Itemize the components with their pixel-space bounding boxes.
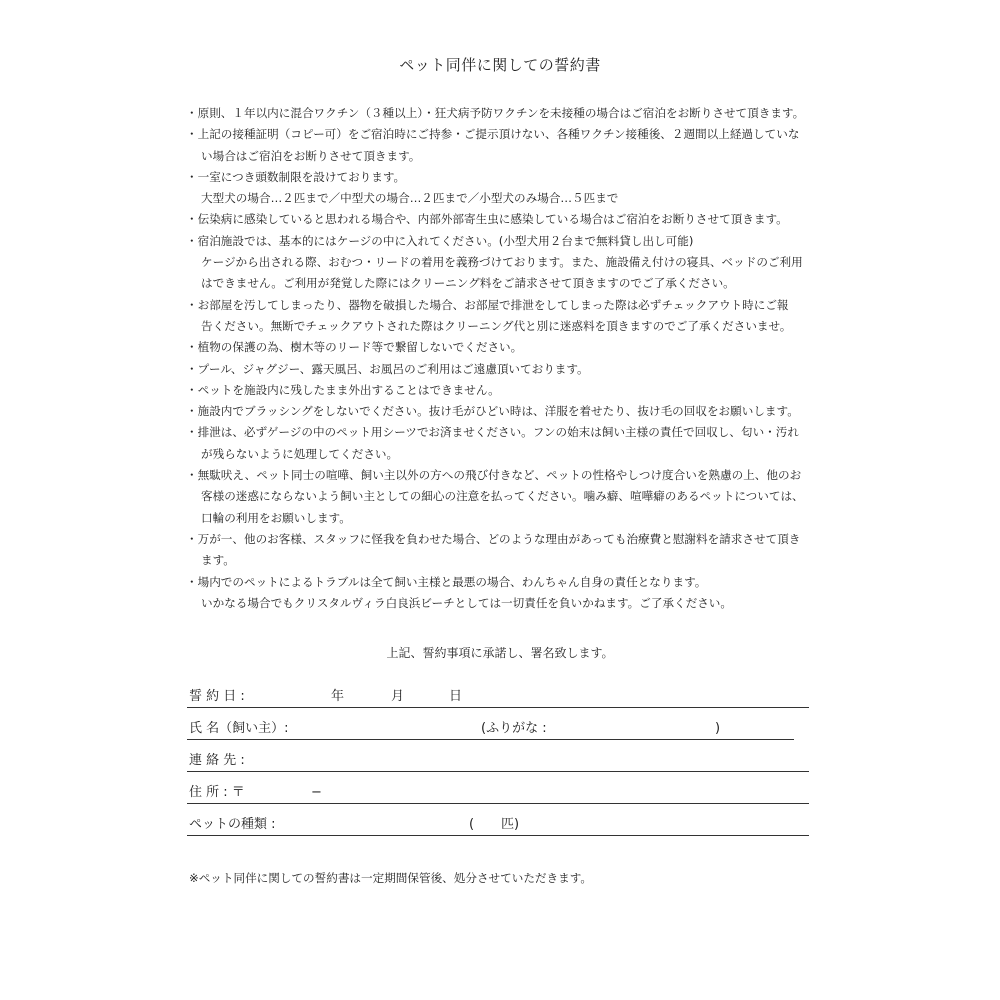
address-field[interactable] — [187, 781, 809, 804]
date-field[interactable] — [187, 685, 809, 708]
postal-dash: − — [311, 785, 322, 800]
rule-line: ・万が一、他のお客様、スタッフに怪我を負わせた場合、どのような理由があっても治療費と慰謝料を請求させて頂き — [186, 531, 801, 546]
pet-count-unit: 匹) — [501, 817, 520, 832]
rule-line: ・上記の接種証明（コピー可）をご宿泊時にご持参・ご提示頂けない、各種ワクチン接種後、２週間以上経過していな — [186, 127, 800, 142]
rule-line: 口輪の利用をお願いします。 — [201, 510, 351, 525]
rules-list — [186, 103, 826, 614]
agreement-statement: 上記、誓約事項に承諾し、署名致します。 — [386, 646, 614, 660]
pet-type-field[interactable] — [187, 813, 809, 836]
rule-line: ・伝染病に感染していると思われる場合や、内部外部寄生虫に感染している場合はご宿泊をお断りさせて頂きます。 — [186, 212, 788, 227]
furigana-close: ) — [715, 721, 721, 736]
rule-line: ・お部屋を汚してしまったり、器物を破損した場合、お部屋で排泄をしてしまった際は必ずチェックアウト時にご報 — [186, 297, 789, 312]
rule-line: ・無駄吠え、ペット同士の喧嘩、飼い主以外の方への飛び付きなど、ペットの性格やしつけ度合いを熟慮の上、他のお — [186, 468, 802, 483]
rule-line: ・植物の保護の為、樹木等のリード等で繋留しないでください。 — [186, 340, 523, 355]
rule-line: ・一室につき頭数制限を設けております。 — [186, 169, 406, 184]
address-label: 住 所 : 〒 — [189, 785, 245, 800]
rule-line: が残らないように処理してください。 — [201, 446, 399, 461]
pet-type-label: ペットの種類 : — [189, 817, 276, 832]
rule-line: いかなる場合でもクリスタルヴィラ白良浜ビーチとしては一切責任を負いかねます。ご了承ください。 — [201, 595, 732, 610]
date-label: 誓 約 日 : — [189, 689, 245, 704]
rule-line: ・場内でのペットによるトラブルは全て飼い主様と最悪の場合、わんちゃん自身の責任となります。 — [186, 574, 707, 589]
furigana-label: (ふりがな : — [481, 721, 547, 736]
rule-line: ・ペットを施設内に残したまま外出することはできません。 — [186, 382, 500, 397]
rule-line: ケージから出される際、おむつ・リードの着用を義務づけております。また、施設備え付けの寝具、ベッドのご利用 — [201, 255, 803, 270]
rule-line: 告ください。無断でチェックアウトされた際はクリーニング代と別に迷惑料を頂きますのでご了承くださいませ。 — [201, 318, 792, 333]
footnote: ※ペット同伴に関しての誓約書は一定期間保管後、処分させていただきます。 — [189, 871, 592, 885]
rule-line: ます。 — [201, 553, 235, 568]
rule-line: はできません。ご利用が発覚した際にはクリーニング料をご請求させて頂きますのでご了承ください。 — [201, 276, 735, 291]
rule-line: ・原則、１年以内に混合ワクチン（３種以上）・狂犬病予防ワクチンを未接種の場合はご宿泊をお断りさせて頂きます。 — [186, 106, 805, 120]
contact-label: 連 絡 先 : — [189, 753, 245, 768]
contact-field[interactable] — [187, 749, 809, 772]
rule-line: 客様の迷惑にならないよう飼い主としての細心の注意を払ってください。噛み癖、喧嘩癖のあるペットについては、 — [201, 489, 804, 504]
day-label: 日 — [449, 689, 463, 704]
name-label: 氏 名（飼い主）: — [189, 721, 289, 736]
document-title: ペット同伴に関しての誓約書 — [399, 56, 601, 74]
month-label: 月 — [391, 689, 405, 704]
pet-count-open: ( — [469, 817, 475, 832]
year-label: 年 — [331, 689, 345, 704]
rule-line: ・施設内でブラッシングをしないでください。抜け毛がひどい時は、洋服を着せたり、抜け毛の回収をお願いします。 — [186, 404, 799, 419]
rule-line: ・プール、ジャグジー、露天風呂、お風呂のご利用はご遠慮頂いております。 — [186, 361, 589, 376]
rule-line: 大型犬の場合…２匹まで／中型犬の場合…２匹まで／小型犬のみ場合…５匹まで — [201, 191, 619, 206]
rule-line: い場合はご宿泊をお断りさせて頂きます。 — [201, 148, 421, 163]
rule-line: ・排泄は、必ずゲージの中のペット用シーツでお済ませください。フンの始末は飼い主様の責任で回収し、匂い・汚れ — [186, 425, 799, 440]
rule-line: ・宿泊施設では、基本的にはケージの中に入れてください。(小型犬用２台まで無料貸し出し可能) — [186, 233, 694, 248]
name-field[interactable] — [187, 717, 794, 740]
